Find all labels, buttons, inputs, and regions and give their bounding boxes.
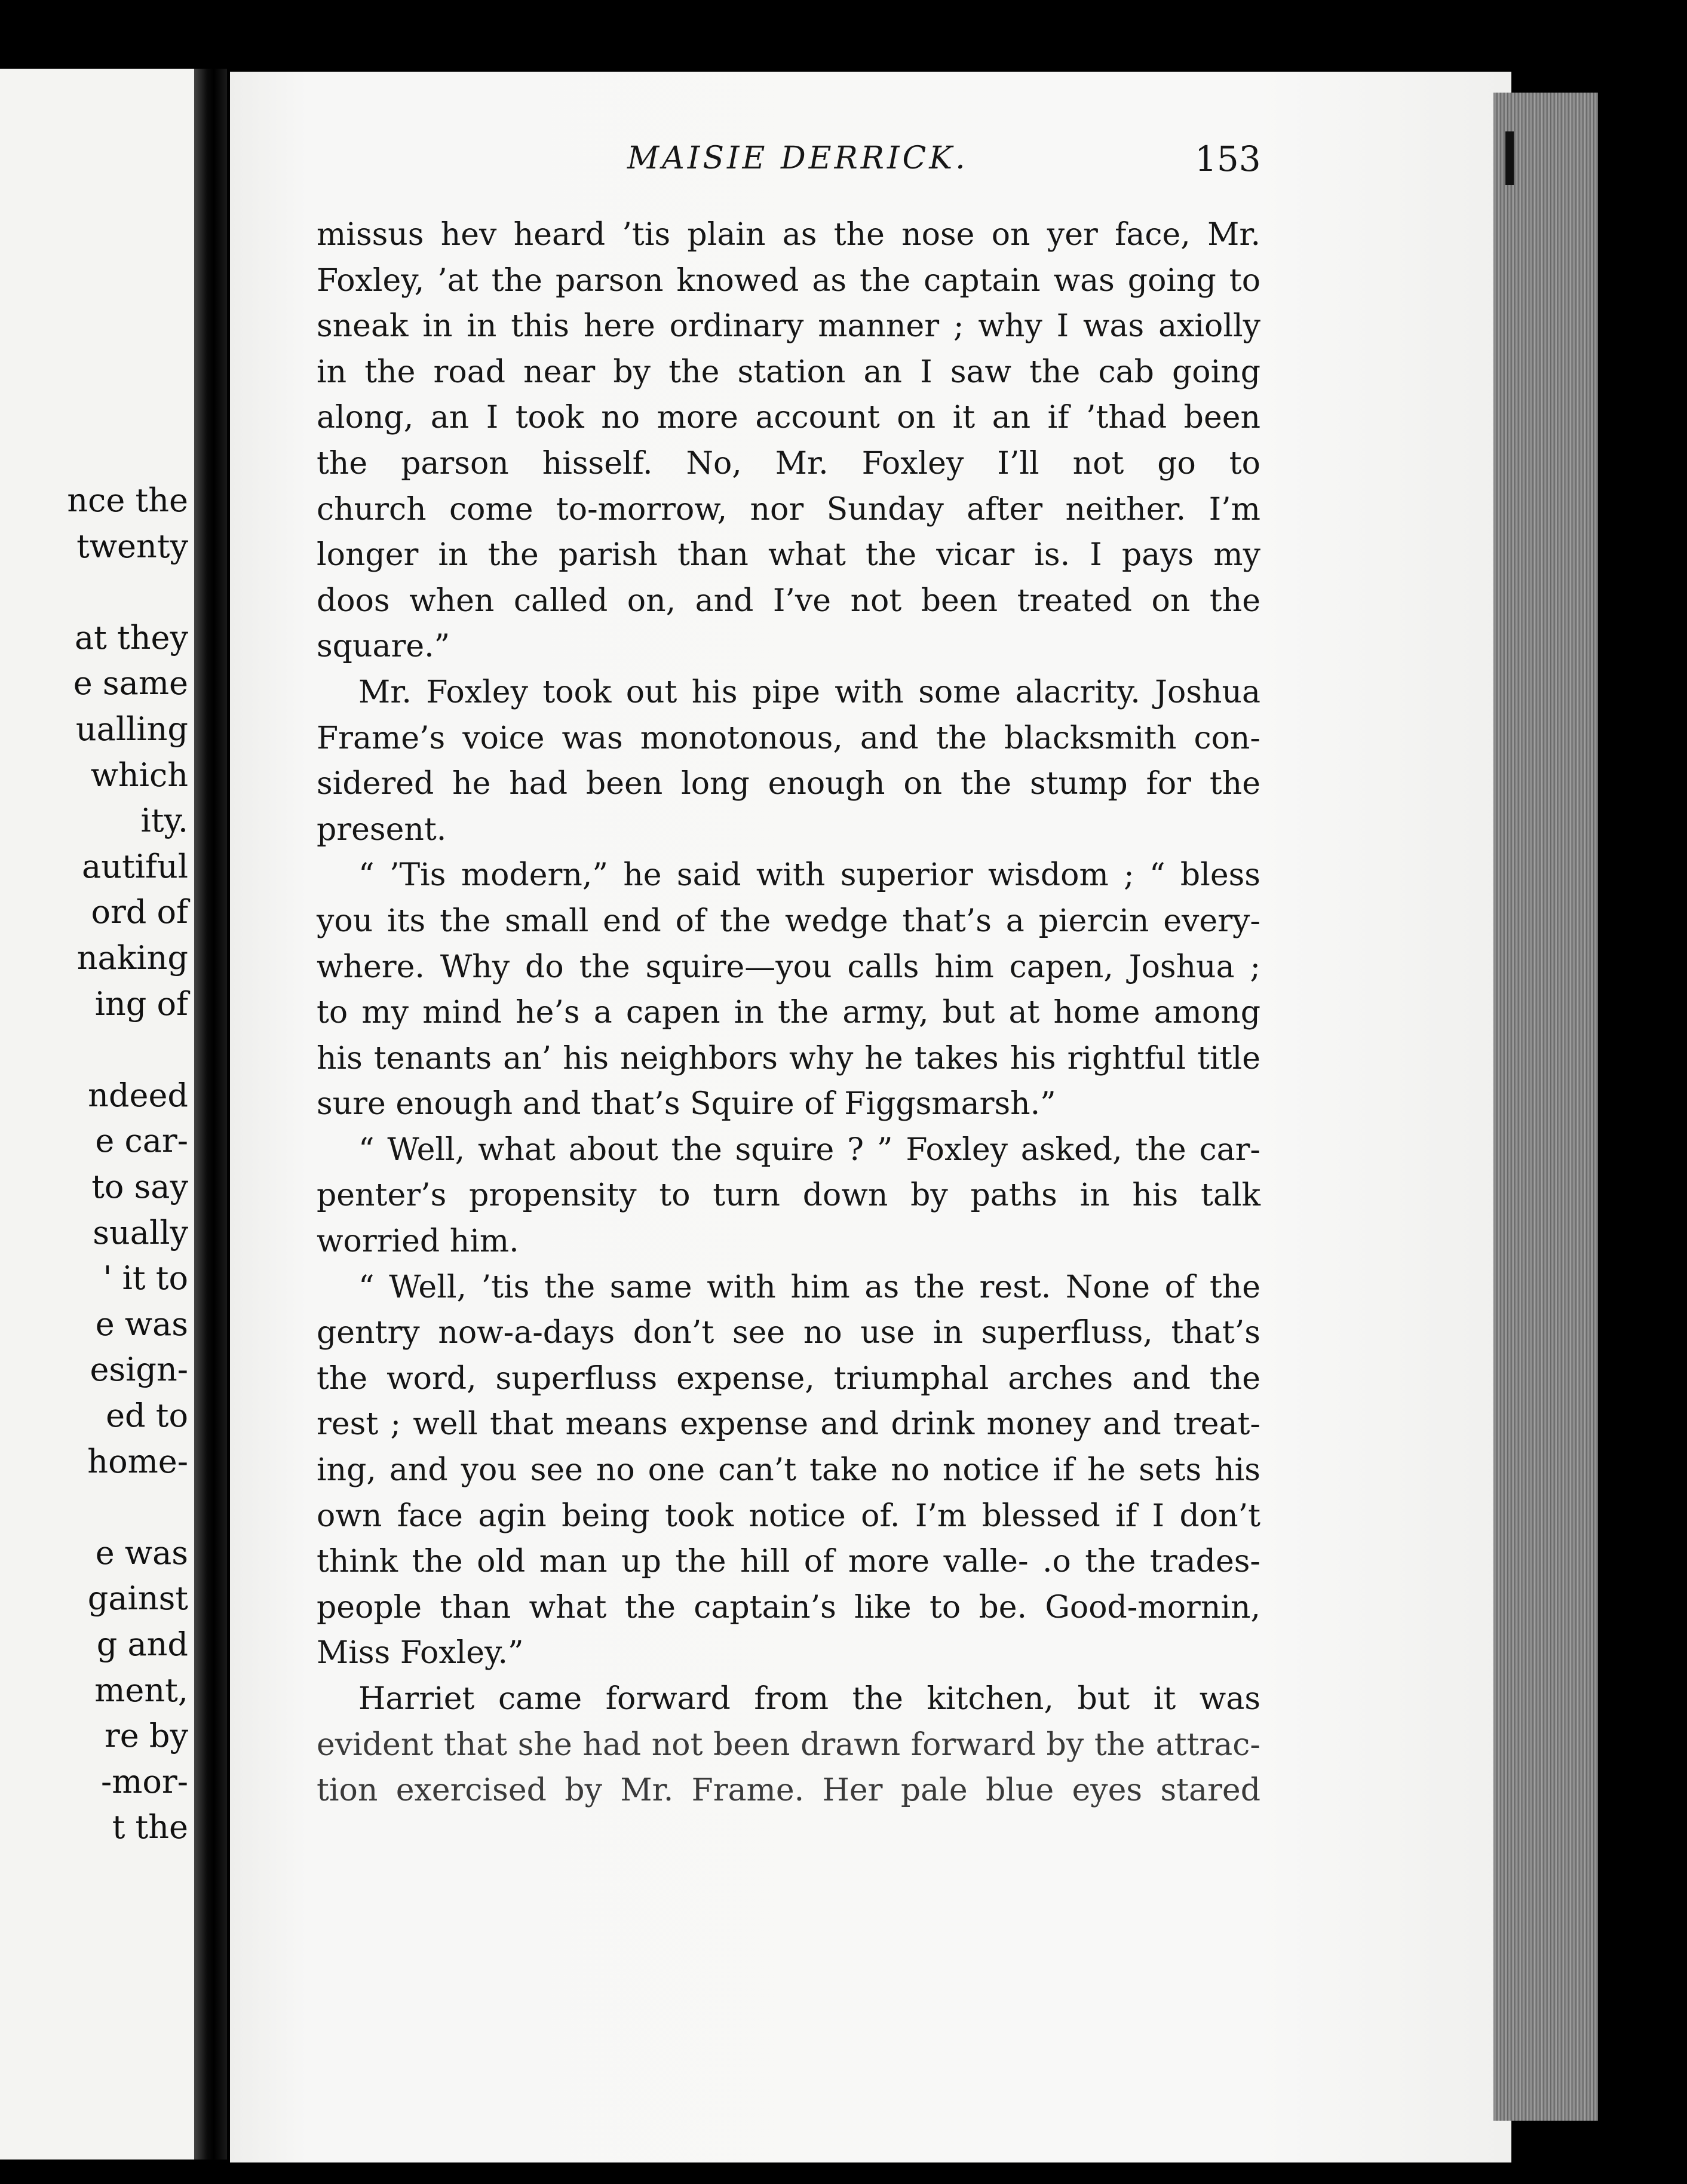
text-line: worried him. — [317, 1223, 519, 1260]
facing-page-line: re by — [104, 1717, 188, 1755]
facing-page-line: ed to — [106, 1397, 188, 1434]
text-line: Harriet came forward from the kitchen, but it was — [358, 1681, 1260, 1717]
facing-page-line: sually — [93, 1213, 188, 1251]
text-line: sidered he had been long enough on the stump for the — [317, 766, 1260, 802]
facing-page-line: autiful — [82, 847, 188, 885]
book-gutter — [194, 69, 227, 2160]
text-line: in the road near by the station an I saw the cab going — [317, 354, 1260, 390]
text-line: Mr. Foxley took out his pipe with some alacrity. Joshua — [358, 674, 1260, 710]
facing-page-line: ity. — [140, 802, 188, 840]
text-line: present. — [317, 811, 447, 848]
facing-page-line: ndeed — [88, 1076, 188, 1114]
text-line: his tenants an’ his neighbors why he takes his rightful title — [317, 1040, 1260, 1076]
facing-page-left — [0, 69, 194, 2160]
text-line: you its the small end of the wedge that’s a piercin every- — [317, 903, 1260, 939]
text-line: tion exercised by Mr. Frame. Her pale blue eyes stared — [317, 1772, 1260, 1809]
text-line: sneak in in this here ordinary manner ; why I was axiolly — [317, 308, 1260, 345]
text-line: doos when called on, and I’ve not been treated on the — [317, 582, 1260, 619]
text-line: longer in the parish than what the vicar is. I pays my — [317, 537, 1260, 573]
facing-page-line: g and — [96, 1625, 188, 1663]
text-line: evident that she had not been drawn forward by the attrac- — [317, 1726, 1260, 1763]
facing-page-line: ualling — [75, 710, 188, 748]
text-line: own face agin being took notice of. I’m blessed if I don’t — [317, 1498, 1260, 1534]
facing-page-line: gainst — [87, 1579, 188, 1618]
text-line: the word, superfluss expense, triumphal arches and the — [317, 1360, 1260, 1397]
text-line: the parson hisself. No, Mr. Foxley I’ll not go to — [317, 445, 1260, 481]
facing-page-line: -mor- — [100, 1762, 188, 1800]
facing-page-line: e was — [95, 1305, 188, 1343]
text-line: sure enough and that’s Squire of Figgsmarsh.” — [317, 1086, 1056, 1122]
facing-page-line: t the — [112, 1808, 188, 1846]
text-line: rest ; well that means expense and drink money and treat- — [317, 1406, 1260, 1443]
text-line: church come to-morrow, nor Sunday after neither. I’m — [317, 491, 1260, 527]
text-line: “ Well, ’tis the same with him as the rest. None of the — [358, 1269, 1260, 1305]
text-line: “ ’Tis modern,” he said with superior wisdom ; “ bless — [358, 857, 1260, 894]
text-line: Foxley, ’at the parson knowed as the captain was going to — [317, 262, 1260, 299]
facing-page-line: twenty — [76, 527, 188, 565]
text-line: Frame’s voice was monotonous, and the blacksmith con- — [317, 720, 1260, 756]
facing-page-line: at they — [74, 618, 188, 657]
facing-page-line: to say — [91, 1168, 188, 1206]
facing-page-line: e was — [95, 1533, 188, 1572]
facing-page-line: ing of — [94, 984, 188, 1023]
facing-page-line: e car- — [95, 1122, 188, 1160]
text-line: penter’s propensity to turn down by paths in his talk — [317, 1177, 1260, 1214]
facing-page-line: e same — [73, 664, 188, 703]
text-line: to my mind he’s a capen in the army, but at home among — [317, 995, 1260, 1031]
text-line: where. Why do the squire—you calls him capen, Joshua ; — [317, 949, 1260, 985]
text-line: Miss Foxley.” — [317, 1635, 524, 1671]
text-line: square.” — [317, 628, 450, 665]
facing-page-line: which — [90, 756, 188, 794]
text-line: “ Well, what about the squire ? ” Foxley asked, the car- — [358, 1131, 1260, 1168]
facing-page-line: ord of — [91, 893, 188, 931]
text-line: ing, and you see no one can’t take no notice if he sets his — [317, 1452, 1260, 1489]
text-line: missus hev heard ’tis plain as the nose on yer face, Mr. — [317, 217, 1260, 253]
facing-page-line: esign- — [90, 1351, 188, 1389]
text-line: people than what the captain’s like to be. Good-mornin, — [317, 1589, 1260, 1625]
text-line: gentry now-a-days don’t see no use in superfluss, that’s — [317, 1315, 1260, 1351]
facing-page-line: nce the — [67, 481, 188, 519]
page-edges — [1493, 93, 1598, 2121]
running-head: MAISIE DERRICK. — [627, 140, 968, 176]
text-line: think the old man up the hill of more valle- .o the trades- — [317, 1544, 1260, 1580]
facing-page-line: ' it to — [103, 1259, 188, 1297]
facing-page-line: home- — [87, 1442, 188, 1480]
facing-page-line: naking — [76, 939, 188, 977]
text-line: along, an I took no more account on it an if ’thad been — [317, 400, 1260, 436]
page-edge-shadow — [1505, 131, 1514, 185]
page-number: 153 — [1195, 139, 1261, 179]
facing-page-line: ment, — [94, 1671, 188, 1709]
body-text — [317, 212, 1260, 1814]
